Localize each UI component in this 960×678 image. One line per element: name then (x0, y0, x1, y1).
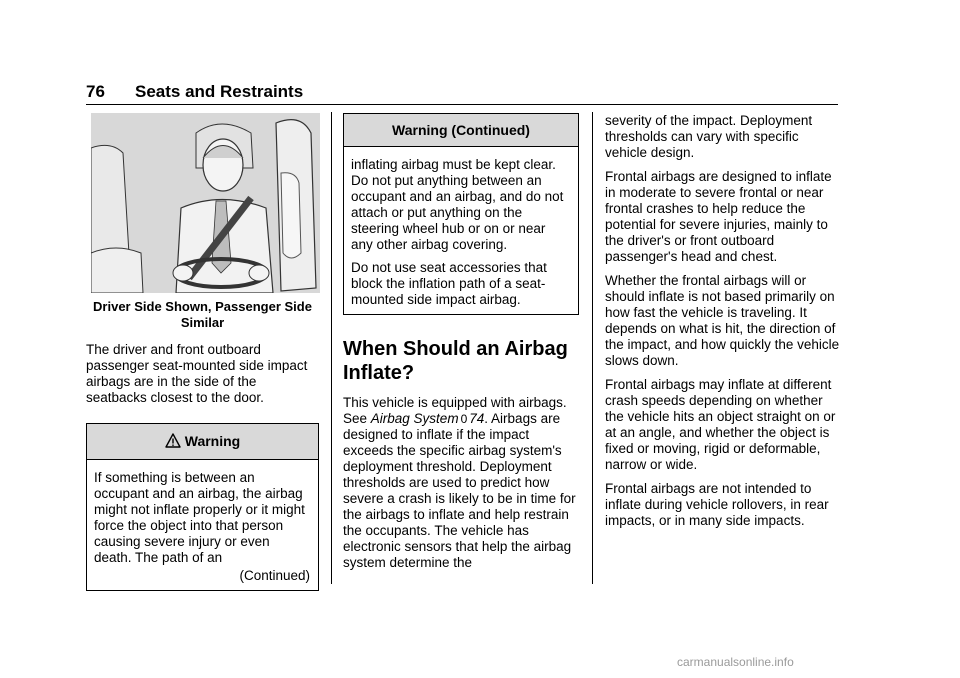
continued-label: (Continued) (239, 568, 310, 583)
warning-text: If something is between an occupant and an airbag, the airbag might not inflate properly or it might force the object into that person causing severe injury or even death. The path of an (94, 470, 305, 565)
warning-continued-header: Warning (Continued) (344, 114, 578, 147)
section-title: Seats and Restraints (135, 82, 304, 101)
illustration-caption: Driver Side Shown, Passenger Side Similar (93, 299, 312, 330)
watermark: carmanualsonline.info (677, 655, 794, 669)
paragraph-not-intended: Frontal airbags are not intended to inflate during vehicle rollovers, in rear impacts, or in many side impacts. (605, 481, 829, 528)
warning-triangle-icon (165, 427, 181, 462)
paragraph-inflate-basis: Whether the frontal airbags will or should inflate is not based primarily on how fast the vehicle is traveling. It depends on what is hit, the direction of the impact, and how quickly the vehicle slows down. (605, 273, 840, 368)
airbag-inflate-paragraph (343, 395, 579, 571)
paragraph-frontal-design: Frontal airbags are designed to inflate in moderate to severe frontal or near frontal crashes to help reduce the potential for severe injuries, mainly to the driver's or front outboard passenger's head and chest. (605, 169, 832, 264)
paragraph-severity: severity of the impact. Deployment thresholds can vary with specific vehicle design. (605, 113, 813, 160)
warning-body (87, 460, 318, 590)
page-ref-number[interactable]: 74 (469, 411, 485, 426)
header-rule (86, 104, 838, 105)
warning-continued-para-1: inflating airbag must be kept clear. Do not put anything between an occupant and an airbag, and do not attach or put anything on the steering wheel hub or on or near any other airbag covering. (351, 157, 564, 252)
paragraph-crash-speeds: Frontal airbags may inflate at different crash speeds depending on whether the vehicle hits an object straight on or at an angle, and whether the object is fixed or moving, rigid or deformable, narrow or wide. (605, 377, 836, 472)
section-heading: When Should an Airbag Inflate? (343, 338, 568, 384)
warning-continued-body (344, 147, 578, 314)
column-1 (86, 113, 319, 591)
warning-continued-para-2: Do not use seat accessories that block the inflation path of a seat-mounted side impact airbag. (351, 260, 547, 307)
page-ref-arrow: 0 (460, 412, 468, 426)
paragraph-end: . Airbags are designed to inflate if the impact exceeds the specific airbag system's deployment threshold. Deployment thresholds are used to predict how severe a crash is likely to be in time for the airbags to inflate and help restrain the occupants. The vehicle has electronic sensors that help the airbag system determine the (343, 411, 576, 570)
page-number: 76 (86, 82, 105, 101)
side-airbag-paragraph: The driver and front outboard passenger seat-mounted side impact airbags are in the side of the seatbacks closest to the door. (86, 342, 308, 405)
column-divider (331, 112, 332, 584)
warning-header (87, 424, 318, 460)
warning-title: Warning (184, 433, 241, 449)
driver-airbag-illustration (91, 113, 320, 293)
column-divider (592, 112, 593, 584)
warning-continued-box (343, 113, 579, 315)
column-2 (343, 113, 579, 571)
column-3 (605, 113, 840, 529)
warning-box (86, 423, 319, 591)
airbag-system-link[interactable]: Airbag System (370, 411, 459, 426)
paragraph-start: This vehicle is equipped with airbags. See (343, 395, 567, 426)
